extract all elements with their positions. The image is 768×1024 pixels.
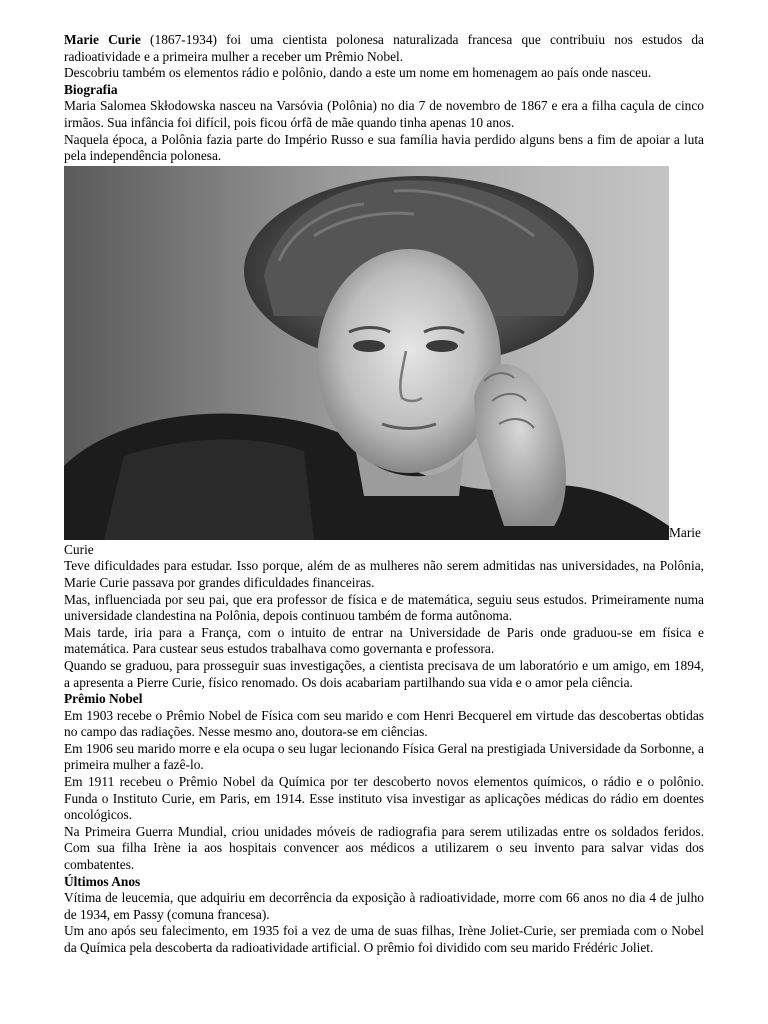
nobel-paragraph-3: Em 1911 recebeu o Prêmio Nobel da Química por ter descoberto novos elementos químicos, o rádio e o polônio. Funda o Instituto Curie, em Paris, em 1914. Esse instituto visa investigar as aplicações médicas do rádio em doentes oncológicos. (64, 774, 704, 823)
biografia-paragraph-2: Naquela época, a Polônia fazia parte do Império Russo e sua família havia perdido alguns bens a fim de apoiar a luta pela independência polonesa. (64, 131, 704, 164)
nobel-paragraph-4: Na Primeira Guerra Mundial, criou unidades móveis de radiografia para serem utilizadas entre os soldados feridos. Com sua filha Irène ia aos hospitais convencer aos médicos a utilizarem o seu invento para salvar vidas dos combatentes. (64, 823, 704, 873)
subject-name: Marie Curie (64, 32, 141, 47)
vida-paragraph-3: Mais tarde, iria para a França, com o intuito de entrar na Universidade de Paris onde graduou-se em física e matemática. Para custear seus estudos trabalhava como governanta e professora. (64, 624, 704, 657)
ultimos-paragraph-2: Um ano após seu falecimento, em 1935 foi a vez de uma de suas filhas, Irène Joliet-Curie, ser premiada com o Nobel da Química pela descoberta da radioatividade artificial. O prêmio foi dividido com seu marido Frédéric Joliet. (64, 923, 704, 955)
vida-paragraph-1: Teve dificuldades para estudar. Isso porque, além de as mulheres não serem admitidas nas universidades, na Polônia, Marie Curie passava por grandes dificuldades financeiras. (64, 558, 704, 590)
document-page (64, 32, 704, 957)
section-heading-nobel: Prêmio Nobel (64, 691, 143, 707)
vida-paragraph-4: Quando se graduou, para prosseguir suas investigações, a cientista precisava de um laboratório e um amigo, em 1894, a apresenta a Pierre Curie, físico renomado. Os dois acabariam partilhando sua vida e o amor pela ciência. (64, 657, 704, 690)
vida-paragraph-2: Mas, influenciada por seu pai, que era professor de física e de matemática, seguiu seus estudos. Primeiramente numa universidade clandestina na Polônia, depois continuou também de forma autônoma. (64, 591, 704, 624)
ultimos-paragraph-1: Vítima de leucemia, que adquiriu em decorrência da exposição à radioatividade, morre com 66 anos no dia 4 de julho de 1934, em Passy (comuna francesa). (64, 890, 704, 922)
portrait-photo (64, 166, 669, 540)
section-heading-biografia: Biografia (64, 81, 118, 97)
photo-caption-line-1: Marie (669, 525, 701, 541)
nobel-paragraph-1: Em 1903 recebe o Prêmio Nobel de Física com seu marido e com Henri Becquerel em virtude das descobertas obtidas no campo das radiações. Nesse mesmo ano, doutora-se em ciências. (64, 707, 704, 740)
biografia-paragraph-1: Maria Salomea Skłodowska nasceu na Varsóvia (Polônia) no dia 7 de novembro de 1867 e era a filha caçula de cinco irmãos. Sua infância foi difícil, pois ficou órfã de mãe quando tinha apenas 10 anos. (64, 98, 704, 130)
photo-caption-line-2: Curie (64, 541, 94, 557)
intro-text: (1867-1934) foi uma cientista polonesa naturalizada francesa que contribuiu nos estudos da radioatividade e a primeira mulher a receber um Prêmio Nobel. (64, 32, 704, 64)
portrait-photo-image (64, 166, 669, 540)
photo-block (64, 166, 704, 542)
intro-paragraph (64, 32, 704, 65)
section-heading-ultimos-anos: Últimos Anos (64, 873, 141, 889)
nobel-paragraph-2: Em 1906 seu marido morre e ela ocupa o seu lugar lecionando Física Geral na prestigiada Universidade da Sorbonne, a primeira mulher a fazê-lo. (64, 740, 704, 773)
intro-paragraph-2: Descobriu também os elementos rádio e polônio, dando a este um nome em homenagem ao país onde nasceu. (64, 65, 652, 81)
